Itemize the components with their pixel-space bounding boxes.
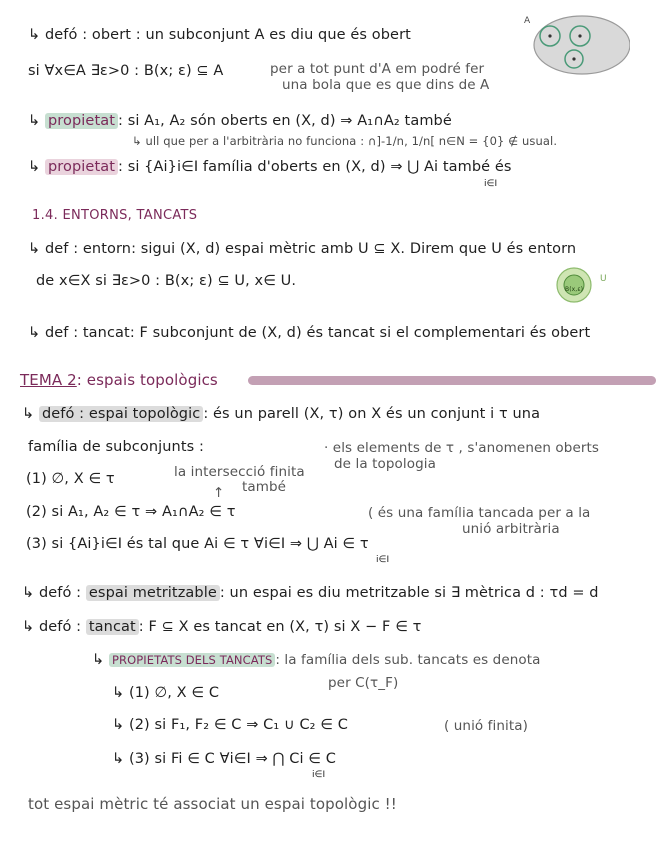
def-open-condition: si ∀x∈A ∃ε>0 : B(x; ε) ⊆ A xyxy=(28,63,224,79)
tancat-prop-3-sub: i∈I xyxy=(312,770,326,780)
def-metr-label: espai metritzable xyxy=(86,585,220,601)
def-metr-line: ↳ defó : espai metritzable : un espai es diu metritzable si ∃ mètrica d : τd = d xyxy=(22,585,599,601)
def-tancat2-line: ↳ defó : tancat : F ⊆ X es tancat en (X, τ) si X − F ∈ τ xyxy=(22,619,422,635)
axiom-2-note-2: unió arbitrària xyxy=(462,521,560,537)
def-topo-side-2: de la topologia xyxy=(334,456,436,472)
def-open-line xyxy=(28,26,411,44)
tancat-prop-2: ↳ (2) si F₁, F₂ ∈ C ⇒ C₁ ∪ C₂ ∈ C xyxy=(112,717,348,733)
prop2-sub: i∈I xyxy=(484,179,498,189)
def-open-text: : obert : un subconjunt A es diu que és obert xyxy=(82,27,411,43)
def-tancat-label: def : tancat xyxy=(44,325,130,341)
prop1-line: ↳ propietat : si A₁, A₂ són oberts en (X, d) ⇒ A₁∩A₂ també xyxy=(28,113,452,129)
prop2-label: propietat xyxy=(45,159,118,175)
tancat-prop-2-note: ( unió finita) xyxy=(444,718,529,734)
tema2-rule xyxy=(248,376,656,385)
tema2-label: TEMA 2 xyxy=(20,371,77,389)
def-tancat-text: : F subconjunt de (X, d) és tancat si el complementari és obert xyxy=(129,325,591,341)
def-tancat2-text: : F ⊆ X es tancat en (X, τ) si X − F ∈ τ xyxy=(138,619,422,635)
closing-statement: tot espai mètric té associat un espai topològic !! xyxy=(28,795,397,813)
def-topo-line: ↳ defó : espai topològic : és un parell (X, τ) on X és un conjunt i τ una xyxy=(22,406,541,422)
props-tancats-text: : la família dels sub. tancats es denota xyxy=(275,652,541,668)
def-tancat-line: ↳ def : tancat: F subconjunt de (X, d) és tancat si el complementari és obert xyxy=(28,325,591,341)
figure-label-a: A xyxy=(524,16,531,26)
props-tancats-line: ↳ PROPIETATS DELS TANCATS : la família dels sub. tancats es denota xyxy=(92,652,541,668)
tancat-prop-1: ↳ (1) ∅, X ∈ C xyxy=(112,685,220,701)
axiom-2-note-1: ( és una família tancada per a la xyxy=(368,505,591,521)
tema2-title: : espais topològics xyxy=(76,371,218,389)
tema2-heading xyxy=(20,371,218,389)
section-1-4-heading: 1.4. ENTORNS, TANCATS xyxy=(32,208,198,223)
props-tancats-label: PROPIETATS DELS TANCATS xyxy=(109,653,275,667)
axiom-3-sub: i∈I xyxy=(376,555,390,565)
prop1-label: propietat xyxy=(45,113,118,129)
axiom-1-note-2: també xyxy=(242,479,287,495)
axiom-1-arrow: ↑ xyxy=(213,485,225,501)
def-entorn-label: def : entorn xyxy=(44,241,132,257)
def-topo-text: : és un parell (X, τ) on X és un conjunt i τ una xyxy=(203,406,541,422)
prop2-text: : si {Ai}i∈I família d'oberts en (X, d) ⇒ ⋃ Ai també és xyxy=(118,159,512,175)
open-set-figure xyxy=(522,14,630,78)
axiom-2: (2) si A₁, A₂ ∈ τ ⇒ A₁∩A₂ ∈ τ xyxy=(26,504,236,520)
axiom-3: (3) si {Ai}i∈I és tal que Ai ∈ τ ∀i∈I ⇒ ⋃ Ai ∈ τ xyxy=(26,536,369,552)
props-tancats-text-2: per C(τ_F) xyxy=(328,675,399,691)
def-open-aside-2: una bola que es que dins de A xyxy=(282,77,490,93)
prop1-text: : si A₁, A₂ són oberts en (X, d) ⇒ A₁∩A₂ també xyxy=(118,113,452,129)
prop2-line: ↳ propietat : si {Ai}i∈I família d'oberts en (X, d) ⇒ ⋃ Ai també és xyxy=(28,159,512,175)
def-topo-text-2: família de subconjunts : xyxy=(28,439,204,455)
def-topo-side-1: · els elements de τ , s'anomenen oberts xyxy=(324,440,600,456)
def-tancat2-label: tancat xyxy=(86,619,139,635)
axiom-1-note-1: la intersecció finita xyxy=(174,464,305,480)
tancat-prop-3: ↳ (3) si Fi ∈ C ∀i∈I ⇒ ⋂ Ci ∈ C xyxy=(112,751,336,767)
def-metr-text: : un espai es diu metritzable si ∃ mètrica d : τd = d xyxy=(219,585,599,601)
axiom-1: (1) ∅, X ∈ τ xyxy=(26,471,115,487)
prop1-note: ↳ ull que per a l'arbitrària no funciona : ∩]-1/n, 1/n[ n∈N = {0} ∉ usual. xyxy=(132,134,558,148)
bullet-arrow: ↳ xyxy=(28,27,45,43)
def-metr-prefix: defó : xyxy=(38,585,82,601)
def-tancat2-prefix: defó : xyxy=(38,619,82,635)
def-entorn-line: ↳ def : entorn: sigui (X, d) espai mètric amb U ⊆ X. Direm que U és entorn xyxy=(28,241,577,257)
def-entorn-text-2: de x∈X si ∃ε>0 : B(x; ε) ⊆ U, x∈ U. xyxy=(36,273,297,289)
def-open-label: defó xyxy=(44,27,78,43)
def-open-aside-1: per a tot punt d'A em podré fer xyxy=(270,61,485,77)
def-entorn-text: : sigui (X, d) espai mètric amb U ⊆ X. Direm que U és entorn xyxy=(131,241,577,257)
entorn-fig-label: U xyxy=(600,274,607,284)
entorn-fig-inner: B(x,ε) xyxy=(565,286,584,293)
def-topo-label: defó : espai topològic xyxy=(39,406,203,422)
